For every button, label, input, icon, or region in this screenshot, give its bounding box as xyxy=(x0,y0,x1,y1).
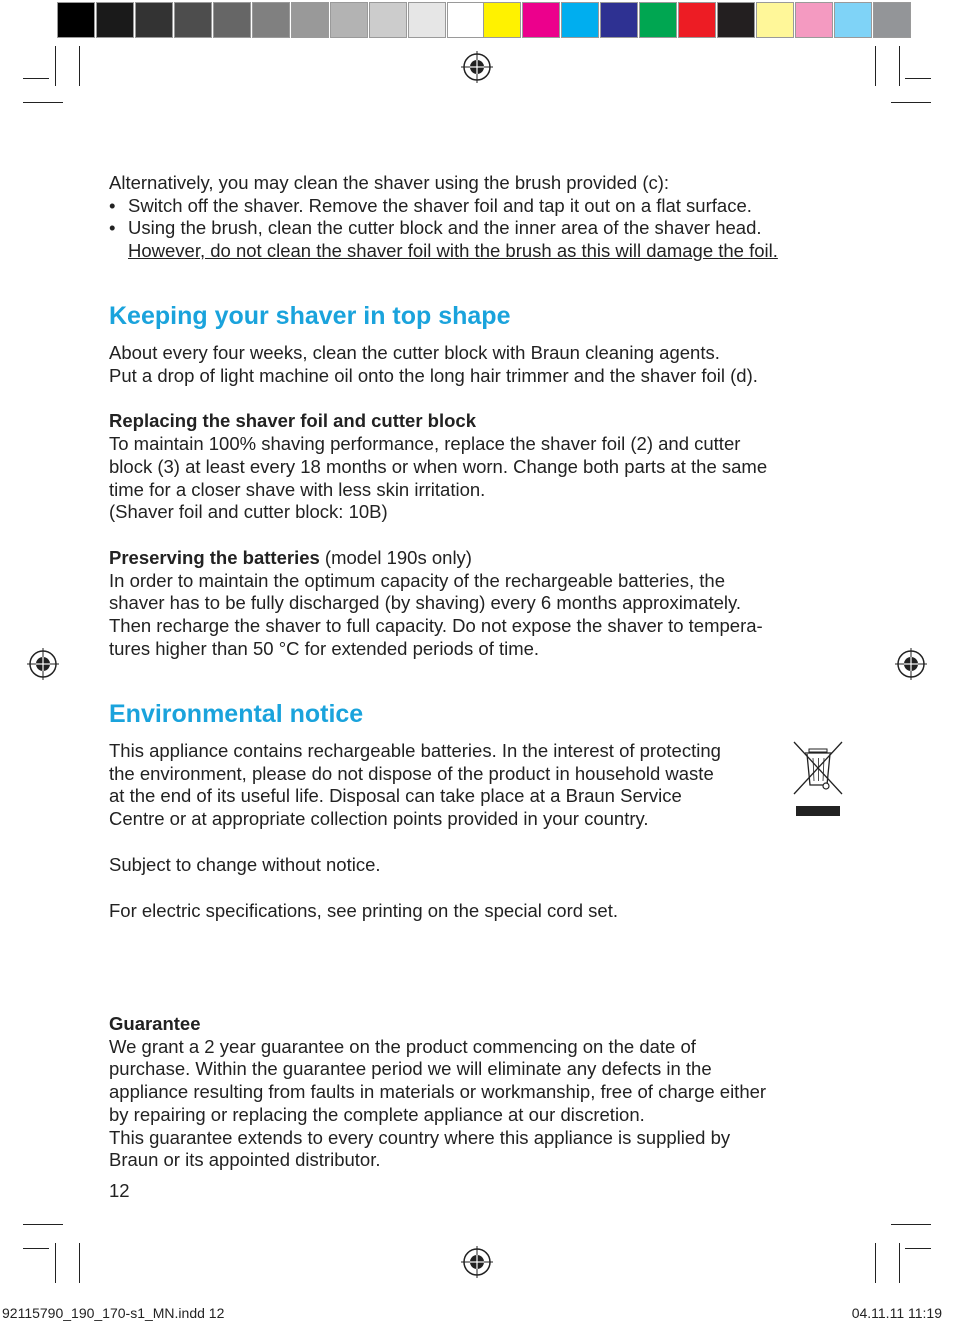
crop-mark xyxy=(905,78,931,79)
color-swatch xyxy=(522,2,560,38)
color-swatch xyxy=(483,2,521,38)
color-swatch xyxy=(834,2,872,38)
color-swatch xyxy=(213,2,251,38)
crop-mark xyxy=(55,1243,56,1283)
footer-file-name: 92115790_190_170-s1_MN.indd 12 xyxy=(2,1305,225,1321)
guarantee-line: by repairing or replacing the complete appliance at our discretion. xyxy=(109,1103,645,1125)
color-swatch xyxy=(447,2,485,38)
guarantee-title: Guarantee xyxy=(109,1013,201,1034)
crop-mark xyxy=(905,1248,931,1249)
color-swatch xyxy=(873,2,911,38)
crop-mark xyxy=(79,1243,80,1283)
replacing-line: block (3) at least every 18 months or when worn. Change both parts at the same xyxy=(109,455,768,477)
color-swatch xyxy=(291,2,329,38)
crop-mark xyxy=(23,102,63,103)
color-swatch xyxy=(795,2,833,38)
registration-mark-icon xyxy=(461,1246,493,1278)
color-swatch xyxy=(717,2,755,38)
replacing-title: Replacing the shaver foil and cutter block xyxy=(109,410,477,432)
environment-line: Centre or at appropriate collection points provided in your country. xyxy=(109,808,649,830)
environment-line: at the end of its useful life. Disposal can take place at a Braun Service xyxy=(109,785,682,807)
color-swatch xyxy=(57,2,95,38)
guarantee-line: purchase. Within the guarantee period we will eliminate any defects in the xyxy=(109,1058,712,1080)
environment-line: This appliance contains rechargeable batteries. In the interest of protecting xyxy=(109,740,721,761)
color-swatch xyxy=(678,2,716,38)
crop-mark xyxy=(875,46,876,86)
guarantee-line: Braun or its appointed distributor. xyxy=(109,1149,381,1171)
batteries-line: In order to maintain the optimum capacity of the rechargeable batteries, the xyxy=(109,569,725,591)
environment-section xyxy=(109,740,849,922)
foil-warning: However, do not clean the shaver foil with the brush as this will damage the foil. xyxy=(128,240,778,262)
intro-lead: Alternatively, you may clean the shaver using the brush provided (c): xyxy=(109,172,670,193)
crop-mark xyxy=(23,1224,63,1225)
batteries-line: shaver has to be fully discharged (by shaving) every 6 months approximately. xyxy=(109,592,742,614)
color-swatch xyxy=(96,2,134,38)
color-swatch xyxy=(330,2,368,38)
bullet-text: Using the brush, clean the cutter block and the inner area of the shaver head. xyxy=(128,217,762,239)
batteries-title-line xyxy=(109,547,849,570)
color-swatch xyxy=(408,2,446,38)
bullet-item xyxy=(109,217,849,262)
registration-mark-icon xyxy=(27,648,59,680)
bullet-char: • xyxy=(109,194,116,216)
guarantee-line: appliance resulting from faults in materials or workmanship, free of charge either xyxy=(109,1081,767,1103)
process-color-bar xyxy=(483,2,912,38)
electric-note: For electric specifications, see printing on the special cord set. xyxy=(109,899,618,921)
keeping-line: Put a drop of light machine oil onto the long hair trimmer and the shaver foil (d). xyxy=(109,364,758,386)
color-swatch xyxy=(639,2,677,38)
change-notice: Subject to change without notice. xyxy=(109,853,381,875)
color-swatch xyxy=(600,2,638,38)
replacing-line: To maintain 100% shaving performance, replace the shaver foil (2) and cutter xyxy=(109,433,741,455)
keeping-line: About every four weeks, clean the cutter block with Braun cleaning agents. xyxy=(109,342,720,363)
color-swatch xyxy=(135,2,173,38)
guarantee-line: We grant a 2 year guarantee on the product commencing on the date of xyxy=(109,1035,696,1057)
crop-mark xyxy=(899,1243,900,1283)
section-heading-environment: Environmental notice xyxy=(109,700,364,728)
bullet-item xyxy=(109,195,849,218)
crop-mark xyxy=(891,1224,931,1225)
batteries-line: tures higher than 50 °C for extended periods of time. xyxy=(109,637,540,659)
color-swatch xyxy=(756,2,794,38)
replacing-line: time for a closer shave with less skin irritation. xyxy=(109,478,486,500)
environment-line: the environment, please do not dispose of the product in household waste xyxy=(109,762,714,784)
registration-mark-icon xyxy=(895,648,927,680)
batteries-title: Preserving the batteries xyxy=(109,546,320,568)
color-swatch xyxy=(369,2,407,38)
batteries-note: (model 190s only) xyxy=(319,546,472,568)
bullet-char: • xyxy=(109,217,116,239)
bullet-text: Switch off the shaver. Remove the shaver foil and tap it out on a flat surface. xyxy=(128,194,752,216)
crop-mark xyxy=(55,46,56,86)
guarantee-section xyxy=(109,1013,849,1172)
guarantee-line: This guarantee extends to every country where this appliance is supplied by xyxy=(109,1126,731,1148)
grayscale-color-bar xyxy=(57,2,486,38)
crop-mark xyxy=(79,46,80,86)
footer-date: 04.11.11 11:19 xyxy=(851,1305,942,1321)
batteries-line: Then recharge the shaver to full capacity. Do not expose the shaver to tempera- xyxy=(109,615,763,637)
crop-mark xyxy=(875,1243,876,1283)
crop-mark xyxy=(23,78,49,79)
replacing-line: (Shaver foil and cutter block: 10B) xyxy=(109,501,388,523)
color-swatch xyxy=(252,2,290,38)
crop-mark xyxy=(23,1248,49,1249)
color-swatch xyxy=(174,2,212,38)
crop-mark xyxy=(899,46,900,86)
keeping-section xyxy=(109,342,849,660)
intro-section xyxy=(109,172,849,263)
crop-mark xyxy=(891,102,931,103)
registration-mark-icon xyxy=(461,51,493,83)
color-swatch xyxy=(561,2,599,38)
section-heading-keeping: Keeping your shaver in top shape xyxy=(109,302,511,330)
crossed-out-wheelie-bin-icon xyxy=(792,740,844,818)
page-number: 12 xyxy=(109,1180,130,1201)
